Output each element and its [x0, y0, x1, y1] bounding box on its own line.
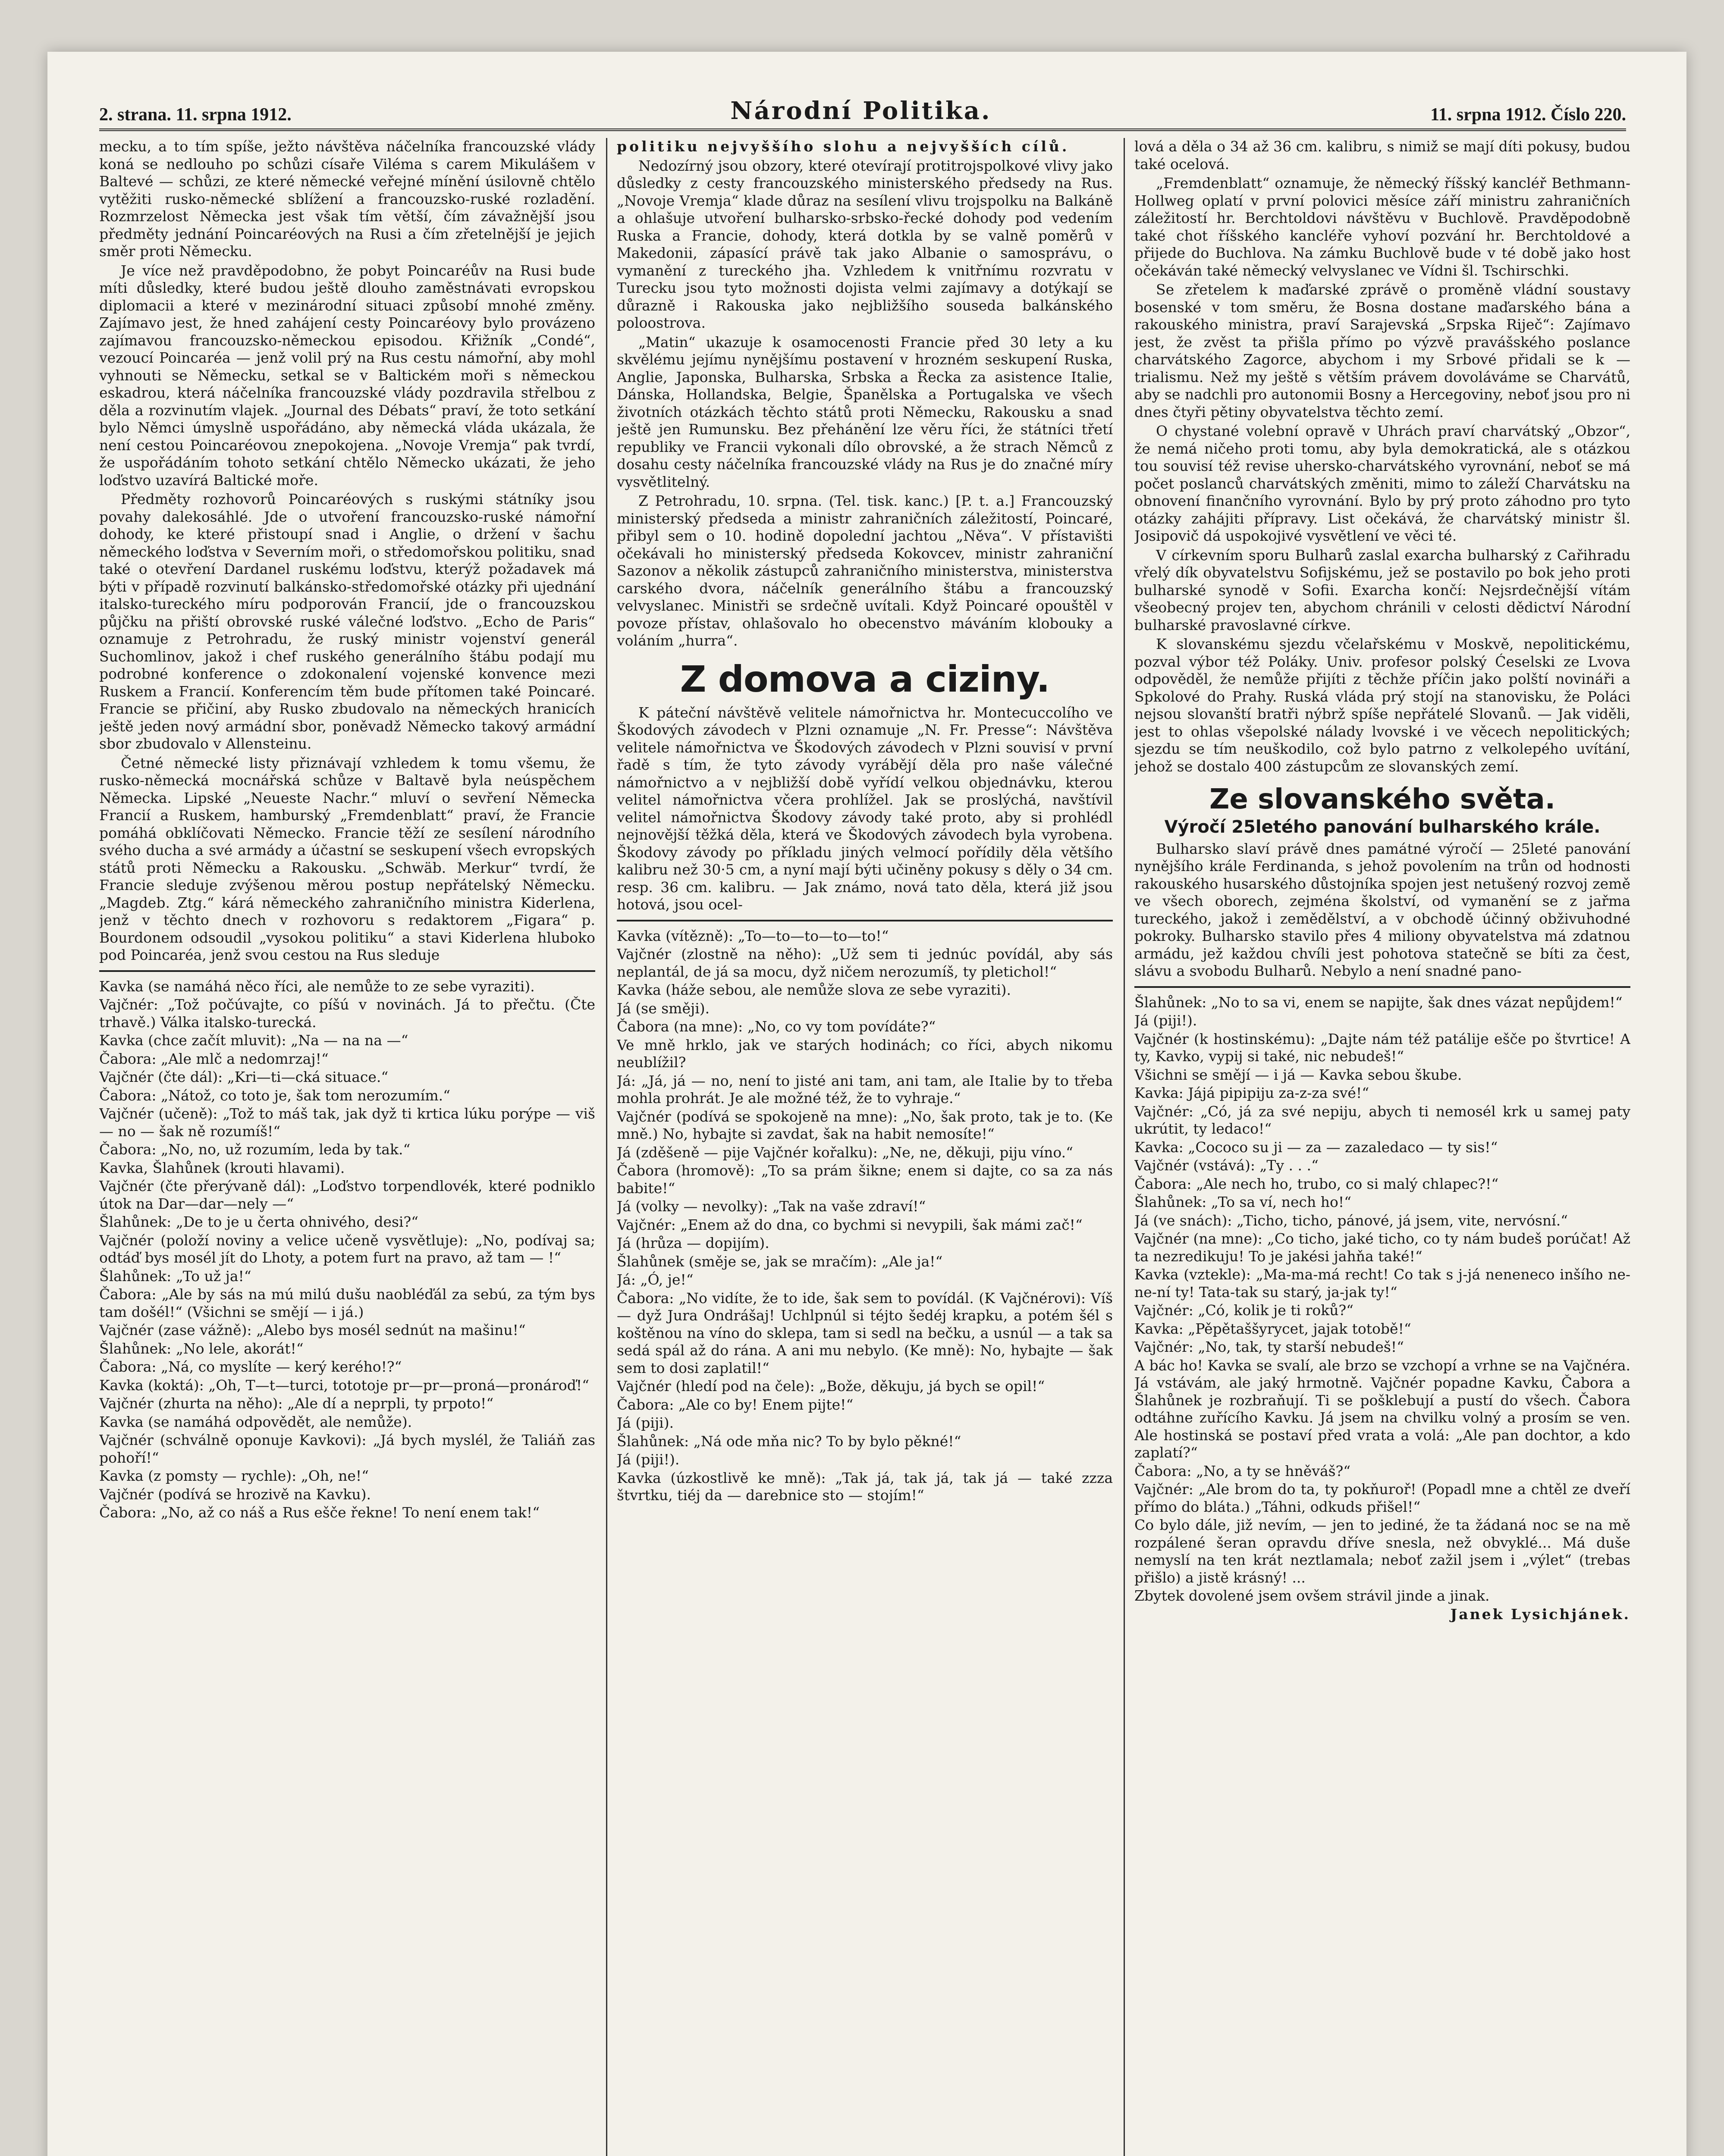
dialogue-line: Kavka (vítězně): „To—to—to—to—to!“ — [617, 927, 889, 944]
dialogue-line: Čabora: „No, a ty se hněváš?“ — [1134, 1462, 1351, 1479]
column-separator — [606, 138, 607, 2156]
dialogue-line: Já (piji!). — [1134, 1012, 1197, 1029]
masthead: Národní Politika. — [730, 97, 992, 125]
dialogue-line: Ve mně hrklo, jak ve starých hodinách; co říci, abych nikomu neublížil? — [617, 1036, 1113, 1071]
paragraph: Z Petrohradu, 10. srpna. (Tel. tisk. kanc.) [P. t. a.] Francouzský ministerský předseda a ministr zahraničních záležitostí, Poincaré, přibyl sem o 10. hodině dopolední jachtou „Něva“. V přístavišti očekávali ho ministerský předseda Kokovcev, ministr zahraniční Sazonov a několik zástupců zahraničního ministerstva, ministerstva carského dvora, náčelník generálního štábu a francouzský velvyslanec. Ministři se srdečně uvítali. Když Poincaré opouštěl v povoze přístav, ohlašovalo ho obecenstvo máváním klobouky a voláním „hurra“. — [617, 492, 1113, 649]
dialogue-line: Vajčnér (čte přerývaně dál): „Loďstvo torpendlovék, které podniklo útok na Dar—dar—nely —“ — [99, 1178, 595, 1212]
dialogue-line: Čabora: „No vidíte, že to ide, šak sem to povídál. (K Vajčnérovi): Víš — dyž Jura Ondrášaj! Uchlpnúl si téjto šedéj krapku, a potém šél s koštěnou na víno do sklepa, tam si sedl na bečku, a usnúl — a tak sa sedá spál až do rána. A ani mu nebylo. (Ke mně): No, hybajte — šak sem to dosi zaplatil!“ — [617, 1289, 1113, 1376]
dialogue-line: A bác ho! Kavka se svalí, ale brzo se vzchopí a vrhne se na Vajčnéra. Já vstávám, ale jaký hrmotně. Vajčnér popadne Kavku, Čabora a Šlahůnek je rozbraňují. Ti se pošklebují a pustí do všech. Čabora odtáhne zuřícího Kavku. Já jsem na chvilku volný a prosím se ven. Ale hostinská se postaví před vrata a volá: „Ale pan dochtor, a kdo zaplatí?“ — [1134, 1357, 1630, 1461]
dialogue-line: Já (se směji). — [617, 1000, 710, 1017]
dialogue-line: Já (ve snách): „Ticho, ticho, pánové, já jsem, vite, nervósní.“ — [1134, 1212, 1568, 1229]
dialogue-line: Šlahůnek: „De to je u čerta ohnivého, desi?“ — [99, 1213, 419, 1230]
dialogue-line: Čabora: „Ale nech ho, trubo, co si malý chlapec?!“ — [1134, 1175, 1499, 1192]
dialogue-line: Kavka (se namáhá něco říci, ale nemůže to ze sebe vyraziti). — [99, 978, 535, 995]
dialogue-line: Čabora: „No, až co náš a Rus ešče řekne! To není enem tak!“ — [99, 1504, 540, 1521]
dialogue-line: Vajčnér (vstává): „Ty . . .“ — [1134, 1157, 1319, 1174]
dialogue-line: Kavka (chce začít mluvit): „Na — na na —“ — [99, 1032, 408, 1049]
dialogue-line: Já: „Já, já — no, není to jisté ani tam, ani tam, ale Italie by to třeba mohla prohrát. Je ale možné též, že to vyhraje.“ — [617, 1072, 1113, 1106]
dialogue-line: Já (volky — nevolky): „Tak na vaše zdraví!“ — [617, 1198, 926, 1215]
dialogue-line: Čabora: „Nátož, co toto je, šak tom nerozumím.“ — [99, 1087, 451, 1104]
dialogue-line: Čabora: „Ale mlč a nedomrzaj!“ — [99, 1050, 329, 1067]
dialogue-line: Čabora: „No, no, už rozumím, leda by tak.“ — [99, 1141, 411, 1158]
dialogue-line: Kavka: „Pěpětaššyrycet, jajak totobě!“ — [1134, 1320, 1411, 1337]
dialogue-line: Kavka (háže sebou, ale nemůže slova ze sebe vyraziti). — [617, 981, 1011, 998]
dialogue-line: Všichni se smějí — i já — Kavka sebou škube. — [1134, 1066, 1462, 1083]
dialogue-line: Vajčnér (na mne): „Co ticho, jaké ticho, co ty nám budeš porúčat! Až ta nezredikuju! To je jakési jahňa také!“ — [1134, 1230, 1630, 1265]
dialogue-line: Čabora: „Ale by sás na mú milú dušu naobléďál za sebú, za tým bys tam došél!“ (Všichni se smějí — i já.) — [99, 1286, 595, 1320]
dialogue-line: Kavka (vztekle): „Ma-ma-má recht! Co tak s j-já neneneco inšího ne-ne-ní ty! Tata-tak su starý, ja-jak ty!“ — [1134, 1266, 1630, 1300]
dialogue-line: Vajčnér: „No, tak, ty starší nebudeš!“ — [1134, 1338, 1404, 1355]
section-title-slavic: Ze slovanského světa. — [1209, 783, 1556, 815]
dialogue-line: Já (piji). — [617, 1414, 674, 1431]
dialogue-line: Šlahůnek: „To už ja!“ — [99, 1267, 251, 1285]
column-3 — [1134, 138, 1630, 2156]
dialogue-line: Vajčnér (čte dál): „Kri—ti—cká situace.“ — [99, 1069, 389, 1085]
dialogue-line: Šlahůnek (směje se, jak se mračím): „Ale ja!“ — [617, 1253, 943, 1270]
dialogue-line: Vajčnér (zlostně na něho): „Už sem ti jednúc povídál, aby sás neplantál, de já sa mocu, dyž ničem nerozumíš, ty pletichol!“ — [617, 946, 1113, 980]
dialogue-line: Vajčnér (učeně): „Tož to máš tak, jak dyž ti krtica lúku porýpe — viš — no — šak ně rozumíš!“ — [99, 1105, 595, 1140]
paragraph: Bulharsko slaví právě dnes památné výročí — 25leté panování nynějšího krále Ferdinanda, s jehož povolením na trůn od hodnosti rakouského husarského důstojníka spojen jest netušený rozvoj země ve všech oborech, zejména školství, od vymanění se z jařma tureckého, jakož i zemědělství, a v obchodě účinný obživuhodné pokroky. Bulharsko stavilo přes 4 miliony obyvatelstva má zdatnou armádu, jež každou chvíli jest pohotova statečně se bíti za čest, slávu a svobodu Bulharů. Nebylo a není snadné pano- — [1134, 840, 1630, 979]
dialogue-line: Vajčnér (podívá se spokojeně na mne): „No, šak proto, tak je to. (Ke mně.) No, hybajte si zavdat, šak na habit nemosíte!“ — [617, 1108, 1113, 1142]
section-subtitle: Výročí 25letého panování bulharského krále. — [1164, 817, 1601, 837]
section-body — [1134, 840, 1630, 980]
paragraph: K páteční návštěvě velitele námořnictva hr. Montecuccolího ve Škodových závodech v Plzni oznamuje „N. Fr. Presse“: Návštěva velitele námořnictva ve Škodových závodech v Plzni souvisí v první řadě s tím, že tyto závody vyrábějí děla pro naše válečné námořnictvo a v nejbližší době vyřídí velkou objednávku, kterou velitel námořnictva včera prohlížel. Jak se proslýchá, navštívil velitel námořnictva Škodovy závody také proto, aby si prohlédl nejnovější těžká děla, která ve Škodových závodech byla vyrobena. Škodovy závody po příkladu jiných velmocí pořídily děla většího kalibru než 30·5 cm, a nyní mají býti učiněny pokusy s děly o 34 cm. resp. 36 cm. kalibru. — Jak známo, nová tato děla, která již jsou hotová, jsou ocel- — [617, 704, 1113, 913]
dialogue-line: Šlahůnek: „No lele, akorát!“ — [99, 1340, 304, 1357]
dialogue-line: Vajčnér: „Có, já za své nepiju, abych ti nemosél krk u samej paty ukrútit, ty ledaco!“ — [1134, 1103, 1630, 1137]
dialogue-line: Vajčnér: „Tož počúvajte, co píšú v novinách. Já to přečtu. (Čte trhavě.) Válka italsko-turecká. — [99, 996, 595, 1031]
paragraph: K slovanskému sjezdu včelařskému v Moskvě, nepolitickému, pozval výbor též Poláky. Univ. profesor polský Ćeselski ze Lvova odpověděl, že nemůže přijíti z těchže příčin jako polští novináři a Spkolové do Prahy. Ruská vláda prý stojí na stanovisku, že Poláci nejsou slovanští bratři nýbrž spíše nepřátelé Slovanů. — Jak viděli, jest to ohlas všepolské nálady lvovské i ve věcech nepolitických; sjezdu se tím neuškodilo, což bylo patrno z velkolepého uvítání, jehož se dostalo 400 zástupcům ze slovanských zemí. — [1134, 636, 1630, 775]
dialogue-line: Vajčnér (hledí pod na čele): „Bože, děkuju, já bych se opil!“ — [617, 1378, 1045, 1395]
dialogue-line: Vajčnér (položí noviny a velice učeně vysvětluje): „No, podívaj sa; odtáď bys mosél jít do Lhoty, a potem furt na pravo, až tam — !“ — [99, 1232, 595, 1266]
dialogue-line: Vajčnér: „Enem až do dna, co bychmi si nevypili, šak mámi zač!“ — [617, 1216, 1083, 1233]
column-2 — [617, 138, 1113, 2156]
column-1 — [99, 138, 595, 2156]
paragraph: politiku nejvyššího slohu a nejvyšších cílů. — [617, 138, 1070, 155]
paragraph: mecku, a to tím spíše, ježto návštěva náčelníka francouzské vlády koná se nedlouho po schůzi císaře Viléma s carem Mikulášem v Baltevé — schůzi, ze které německé veřejné mínění úsilovně chtělo vytěžiti rusko-německé sblížení a francouzsko-ruské rozladění. Rozmrzelost Německa jest však tím větší, čím závažnější jsou předměty jednání Poincaréových na Rusi a čím zřetelnější je jejich směr proti Německu. — [99, 138, 595, 260]
dialogue-line: Kavka (se namáhá odpovědět, ale nemůže). — [99, 1413, 412, 1430]
paragraph: lová a děla o 34 až 36 cm. kalibru, s nimiž se mají díti pokusy, budou také ocelová. — [1134, 138, 1630, 172]
dialogue-line: Čabora: „Ná, co myslíte — kerý kerého!?“ — [99, 1358, 402, 1375]
dialogue-line: Vajčnér (podívá se hrozivě na Kavku). — [99, 1485, 371, 1503]
paragraph: Četné německé listy přiznávají vzhledem k tomu všemu, že rusko-německá mocnářská schůze v Baltavě byla neúspěchem Německa. Lipské „Neueste Nachr.“ mluví o sevření Německa Francií a Ruskem, hamburský „Fremdenblatt“ praví, že Francie pomáhá obklíčovati Německo. Francie těží ze sesílení národního svého ducha a své armády a účastní se seskupení všech evropských států proti Německu a Rakousku. „Schwäb. Merkur“ tvrdí, že Francie sleduje zvýšenou měrou postup nepřátelský Německu. „Magdeb. Ztg.“ kárá německého zahraničního ministra Kiderlena, jenž v těchto dnech v rozhovoru s redaktorem „Figara“ p. Bourdonem odsoudil „vysokou politiku“ a stavi Kiderlena hluboko pod Poincaréa, jenž svou cestou na Rus sleduje — [99, 754, 595, 963]
dialogue-line: Čabora (na mne): „No, co vy tom povídáte?“ — [617, 1018, 936, 1035]
dialogue-line: Kavka, Šlahůnek (krouti hlavami). — [99, 1159, 345, 1176]
page-header — [99, 91, 1626, 131]
paragraph: O chystané volební opravě v Uhrách praví charvátský „Obzor“, že nemá ničeho proti tomu, aby byla demokratická, ale s otázkou tou souvisí též revise uhersko-charvátského vyrovnání, neboť se má počet poslanců charvátských změniti, mimo to záleží Charvátsku na obnovení finančního vyrovnání. Bylo by prý proto záhodno pro tyto otázky zahájiti přípravy. List očekává, že charvátský ministr šl. Josipovič dá uspokojivé vysvětlení ve věci té. — [1134, 423, 1630, 544]
paragraph: Je více než pravděpodobno, že pobyt Poincaréův na Rusi bude míti důsledky, které budou ještě dlouho zaměstnávati evropskou diplomacii a které v mezinárodní situaci způsobí mnohé změny. Zajímavo jest, že hned zahájení cesty Poincaréovy bylo provázeno zajímavou francouzsko-německou episodou. Křižník „Condé“, vezoucí Poincaréa — jenž volil prý na Rus cestu námořní, aby mohl vyhnouti se Německu, setkal se v Baltickém moři s německou eskadrou, která náčelníka francouzské vlády pozdravila střelbou z děla a rozvinutím vlajek. „Journal des Débats“ praví, že toto setkání bylo Němci úmyslně uspořádáno, aby německá vláda ukázala, že není cestou Poincaréovou znepokojena. „Novoje Vremja“ pak tvrdí, že uspořádáním tohoto setkání chtělo Německo ukázati, že jeho loďstvo uzavírá Baltické moře. — [99, 262, 595, 489]
dialogue-line: Já (piji!). — [617, 1451, 680, 1468]
paragraph: „Matin“ ukazuje k osamocenosti Francie před 30 lety a ku skvělému jejímu nynějšímu postavení v hrozném seskupení Ruska, Anglie, Japonska, Bulharska, Srbska a Řecka za asistence Italie, Dánska, Hollandska, Belgie, Španělska a Portugalska ve všech životních otázkách těchto států proti Německu, Rakousku a snad ještě jen Rumunsku. Bez přehánění lze věru říci, že státníci třetí republiky ve Francii vykonali dílo obrovské, a že strach Němců z dosahu cesty náčelníka francouzské vlády na Rus je do značné míry vysvětlitelný. — [617, 333, 1113, 490]
dialogue-line: Kavka: „Cococo su ji — za — zazaledaco — ty sis!“ — [1134, 1138, 1498, 1156]
dialogue-line: Šlahůnek: „No to sa vi, enem se napijte, šak dnes vázat nepůjdem!“ — [1134, 993, 1623, 1011]
feuilleton-divider — [1134, 986, 1630, 988]
column-separator — [1124, 138, 1125, 2156]
feuilleton — [1134, 994, 1630, 1623]
dialogue-line: Vajčnér (k hostinskému): „Dajte nám též patálije ešče po štvrtice! A ty, Kavko, vypij si také, nic nebudeš!“ — [1134, 1030, 1630, 1065]
dialogue-line: Kavka (úzkostlivě ke mně): „Tak já, tak já, tak já — také zzza štvrtku, tiéj da — darebnice sto — stojím!“ — [617, 1469, 1113, 1504]
dialogue-line: Co bylo dále, již nevím, — jen to jediné, že ta žádaná noc se na mě rozpálené šeran opravdu dříve snesla, než obvyklé... Má duše nemyslí na ten krát neztlamala; neboť zažil jsem i „výlet“ (trebas přišlo) a jistě krásný! ... — [1134, 1517, 1630, 1586]
feuilleton-divider — [617, 920, 1113, 921]
header-right: 11. srpna 1912. Číslo 220. — [1430, 105, 1626, 125]
paragraph: Předměty rozhovorů Poincaréových s ruskými státníky jsou povahy dalekosáhlé. Jde o utvoření francouzsko-ruské námořní dohody, ke které přistoupí snad i Anglie, o držení v šachu německého loďstva v Severním moři, o středomořskou politiku, snad také o otevření Dardanel ruskému loďstvu, kterýž požadavek má býti v případě rozvinutí balkánsko-středomořské otázky při ujednání italsko-tureckého míru podporován Francií, jde o francouzskou půjčku na přiští obrovské ruské válečné loďstvo. „Echo de Paris“ oznamuje z Petrohradu, že ruský ministr vojenství generál Suchomlinov, jakož i chef ruského generálního štábu podají mu podrobné konference o zdokonalení vojenské konvence mezi Ruskem a Francií. Konferencím těm bude přítomen také Poincaré. Francie se přičiní, aby Rusko zbudovalo na německých hranicích ještě jeden nový armádní sbor, poněvadž Německo takový armádní sbor zbudovalo v Allensteinu. — [99, 491, 595, 752]
article-body — [617, 138, 1113, 650]
article-body — [99, 138, 595, 964]
signature: Janek Lysichjánek. — [1450, 1605, 1630, 1623]
dialogue-line: Šlahůnek: „To sa ví, nech ho!“ — [1134, 1194, 1351, 1210]
dialogue-line: Čabora: „Ale co by! Enem pijte!“ — [617, 1396, 854, 1413]
header-left: 2. strana. 11. srpna 1912. — [99, 105, 292, 125]
paragraph: „Fremdenblatt“ oznamuje, že německý říšský kancléř Bethmann-Hollweg oplatí v první polovici měsíce září ministru zahraničních záležitostí hr. Berchtoldovi návštěvu v Buchlově. Pravděpodobně také chot říšského kancléře vyhoví pozvání hr. Berchtoldové a přijede do Buchlova. Na zámku Buchlově bude v té době jako host očekáván také německý velvyslanec ve Vídni šl. Tschirschki. — [1134, 175, 1630, 279]
feuilleton-divider — [99, 970, 595, 972]
dialogue-line: Vajčnér (zase vážně): „Alebo bys mosél sednút na mašinu!“ — [99, 1322, 526, 1338]
dialogue-line: Šlahůnek: „Ná ode mňa nic? To by bylo pěkné!“ — [617, 1432, 961, 1450]
dialogue-line: Vajčnér (zhurta na něho): „Ale dí a neprpli, ty prpoto!“ — [99, 1395, 494, 1412]
dialogue-line: Já (hrůza — dopijím). — [617, 1235, 769, 1251]
dialogue-line: Kavka: Jájá pipipiju za-z-za své!“ — [1134, 1084, 1369, 1101]
feuilleton — [617, 928, 1113, 1504]
paragraph: Se zřetelem k maďarské zprávě o proměně vládní soustavy bosenské v tom směru, že Bosna dostane maďarského bána a rakouského ministra, praví Sarajevská „Srpska Riječ“: Zajímavo jest, že zvěst ta přišla přímo po výzvě pravášského poslance charvátského Zagorce, abychom i my Srbové přidali se k — trialismu. Než my ještě s větším právem dovoláváme se Charvátů, aby se nadchli pro autonomii Bosny a Hercegoviny, neboť jsou pro ni dnes čtyři pětiny obyvatelstva těchto zemí. — [1134, 281, 1630, 420]
article-body — [1134, 138, 1630, 775]
dialogue-line: Já (zděšeně — pije Vajčnér kořalku): „Ne, ne, děkuji, piju víno.“ — [617, 1144, 1073, 1161]
section-body — [617, 704, 1113, 914]
paragraph: V církevním sporu Bulharů zaslal exarcha bulharský z Cařihradu vřelý dík obyvatelstvu Sofijskému, jež se postavilo po bok jeho proti bulharské synodě v Sofii. Exarcha končí: Nejsrdečnější vítám všeobecný projev ten, abychom chránili v celosti dědictví Národní bulharské pravoslavné církve. — [1134, 546, 1630, 633]
dialogue-line: Zbytek dovolené jsem ovšem strávil jinde a jinak. — [1134, 1587, 1490, 1604]
feuilleton — [99, 978, 595, 1522]
dialogue-line: Já: „Ó, je!“ — [617, 1271, 694, 1288]
dialogue-line: Kavka (koktá): „Oh, T—t—turci, tototoje pr—pr—proná—pronároď!“ — [99, 1376, 589, 1394]
dialogue-line: Vajčnér: „Có, kolik je ti roků?“ — [1134, 1302, 1354, 1319]
dialogue-line: Kavka (z pomsty — rychle): „Oh, ne!“ — [99, 1467, 369, 1484]
dialogue-line: Vajčnér: „Ale brom do ta, ty pokňuroř! (Popadl mne a chtěl ze dveří přímo do bláta.) „Táhni, odkuds přišel!“ — [1134, 1481, 1630, 1515]
paragraph: Nedozírný jsou obzory, které otevírají protitrojspolkové vlivy jako důsledky z cesty francouzského ministerského předsedy na Rus. „Novoje Vremja“ klade důraz na sesílení vlivu trojspolku na Balkáně a ohlašuje utvoření bulharsko-srbsko-řecké dohody pod vedením Ruska a Francie, dohody, která dotkla by se valně poměrů v Makedonii, zápasící právě tak jako Albanie o samosprávu, o vymanění z tureckého jha. Vzhledem k vnitřnímu rozvratu v Turecku jsou tyto možnosti dojista velmi zajímavy a dotýkají se důrazně i Rakouska jako nejbližšího souseda balkánského poloostrova. — [617, 157, 1113, 331]
dialogue-line: Vajčnér (schválně oponuje Kavkovi): „Já bych myslél, že Taliáň zas pohoří!“ — [99, 1432, 595, 1466]
section-title-domestic: Z domova a ciziny. — [680, 658, 1050, 700]
dialogue-line: Čabora (hromově): „To sa prám šikne; enem si dajte, co sa za nás babite!“ — [617, 1162, 1113, 1197]
